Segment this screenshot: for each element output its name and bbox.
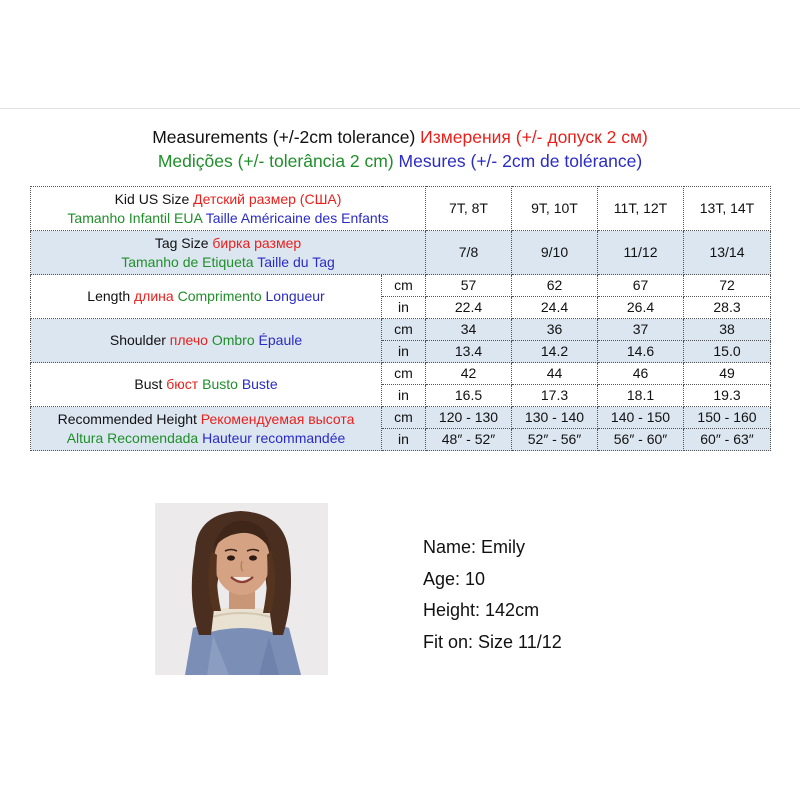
label-portuguese: Tamanho Infantil EUA — [67, 209, 203, 226]
label-english: Shoulder — [109, 332, 166, 348]
kid-us-size-label — [31, 187, 426, 231]
label-english: Length — [87, 288, 131, 304]
unit-cm: cm — [382, 407, 426, 429]
table-cell: 13/14 — [684, 231, 771, 275]
bust-label — [31, 363, 382, 407]
label-russian: Рекомендуемая высота — [200, 410, 355, 427]
unit-cm: cm — [382, 319, 426, 341]
shoulder-label — [31, 319, 382, 363]
label-portuguese: Altura Recomendada — [66, 429, 199, 446]
unit-cm: cm — [382, 275, 426, 297]
bust-cm-row — [31, 363, 771, 385]
unit-cm: cm — [382, 363, 426, 385]
label-russian: бюст — [166, 376, 199, 392]
label-russian: плечо — [169, 332, 208, 348]
label-russian: длина — [134, 288, 174, 304]
table-cell: 42 — [426, 363, 512, 385]
label-french: Longueur — [265, 288, 325, 304]
table-cell: 34 — [426, 319, 512, 341]
model-info — [423, 532, 562, 658]
table-cell: 9/10 — [512, 231, 598, 275]
shoulder-cm-row — [31, 319, 771, 341]
model-age: Age: 10 — [423, 568, 486, 589]
table-cell: 7/8 — [426, 231, 512, 275]
table-cell: 16.5 — [426, 385, 512, 407]
table-cell: 14.2 — [512, 341, 598, 363]
heading-english: Measurements (+/-2cm tolerance) — [152, 127, 416, 147]
label-english: Kid US Size — [114, 190, 190, 207]
unit-in: in — [382, 341, 426, 363]
column-header: 9T, 10T — [512, 187, 598, 231]
table-cell: 52″ - 56″ — [512, 429, 598, 451]
table-cell: 28.3 — [684, 297, 771, 319]
heading-line-1 — [0, 125, 800, 149]
heading-french: Mesures (+/- 2cm de tolérance) — [398, 151, 643, 171]
table-cell: 19.3 — [684, 385, 771, 407]
unit-in: in — [382, 297, 426, 319]
label-russian: бирка размер — [212, 234, 302, 251]
heading-portuguese: Medições (+/- tolerância 2 cm) — [157, 151, 394, 171]
table-cell: 37 — [598, 319, 684, 341]
table-cell: 44 — [512, 363, 598, 385]
model-height: Height: 142cm — [423, 600, 540, 620]
model-fit: Fit on: Size 11/12 — [423, 631, 562, 652]
length-cm-row — [31, 275, 771, 297]
top-divider — [0, 108, 800, 109]
label-english: Tag Size — [154, 234, 209, 251]
label-portuguese: Busto — [202, 376, 238, 392]
label-french: Épaule — [258, 332, 303, 348]
table-cell: 49 — [684, 363, 771, 385]
table-cell: 26.4 — [598, 297, 684, 319]
column-header: 7T, 8T — [426, 187, 512, 231]
model-photo — [155, 503, 328, 675]
label-french: Taille Américaine des Enfants — [205, 209, 389, 226]
table-cell: 62 — [512, 275, 598, 297]
table-cell: 140 - 150 — [598, 407, 684, 429]
unit-in: in — [382, 385, 426, 407]
label-english: Recommended Height — [57, 410, 197, 427]
table-cell: 56″ - 60″ — [598, 429, 684, 451]
model-portrait-image — [155, 503, 328, 675]
table-cell: 24.4 — [512, 297, 598, 319]
table-cell: 46 — [598, 363, 684, 385]
recommended-height-label — [31, 407, 382, 451]
tag-size-row — [31, 231, 771, 275]
height-cm-row — [31, 407, 771, 429]
table-cell: 11/12 — [598, 231, 684, 275]
table-cell: 18.1 — [598, 385, 684, 407]
table-cell: 17.3 — [512, 385, 598, 407]
label-portuguese: Ombro — [211, 332, 255, 348]
table-cell: 130 - 140 — [512, 407, 598, 429]
label-french: Buste — [241, 376, 278, 392]
table-cell: 14.6 — [598, 341, 684, 363]
label-french: Hauteur recommandée — [202, 429, 346, 446]
table-cell: 36 — [512, 319, 598, 341]
table-cell: 67 — [598, 275, 684, 297]
table-cell: 150 - 160 — [684, 407, 771, 429]
table-cell: 72 — [684, 275, 771, 297]
table-cell: 13.4 — [426, 341, 512, 363]
page-heading — [0, 125, 800, 173]
label-french: Taille du Tag — [257, 253, 335, 270]
length-label — [31, 275, 382, 319]
table-cell: 22.4 — [426, 297, 512, 319]
table-cell: 60″ - 63″ — [684, 429, 771, 451]
label-portuguese: Tamanho de Etiqueta — [121, 253, 254, 270]
table-cell: 48″ - 52″ — [426, 429, 512, 451]
model-name: Name: Emily — [423, 537, 526, 557]
column-header: 11T, 12T — [598, 187, 684, 231]
label-english: Bust — [134, 376, 163, 392]
tag-size-label — [31, 231, 426, 275]
label-russian: Детский размер (США) — [193, 190, 342, 207]
table-cell: 57 — [426, 275, 512, 297]
table-cell: 38 — [684, 319, 771, 341]
table-cell: 15.0 — [684, 341, 771, 363]
heading-line-2 — [0, 149, 800, 173]
unit-in: in — [382, 429, 426, 451]
label-portuguese: Comprimento — [177, 288, 262, 304]
header-row — [31, 187, 771, 231]
column-header: 13T, 14T — [684, 187, 771, 231]
heading-russian: Измерения (+/- допуск 2 см) — [420, 127, 648, 147]
size-chart-table — [30, 186, 771, 451]
table-cell: 120 - 130 — [426, 407, 512, 429]
